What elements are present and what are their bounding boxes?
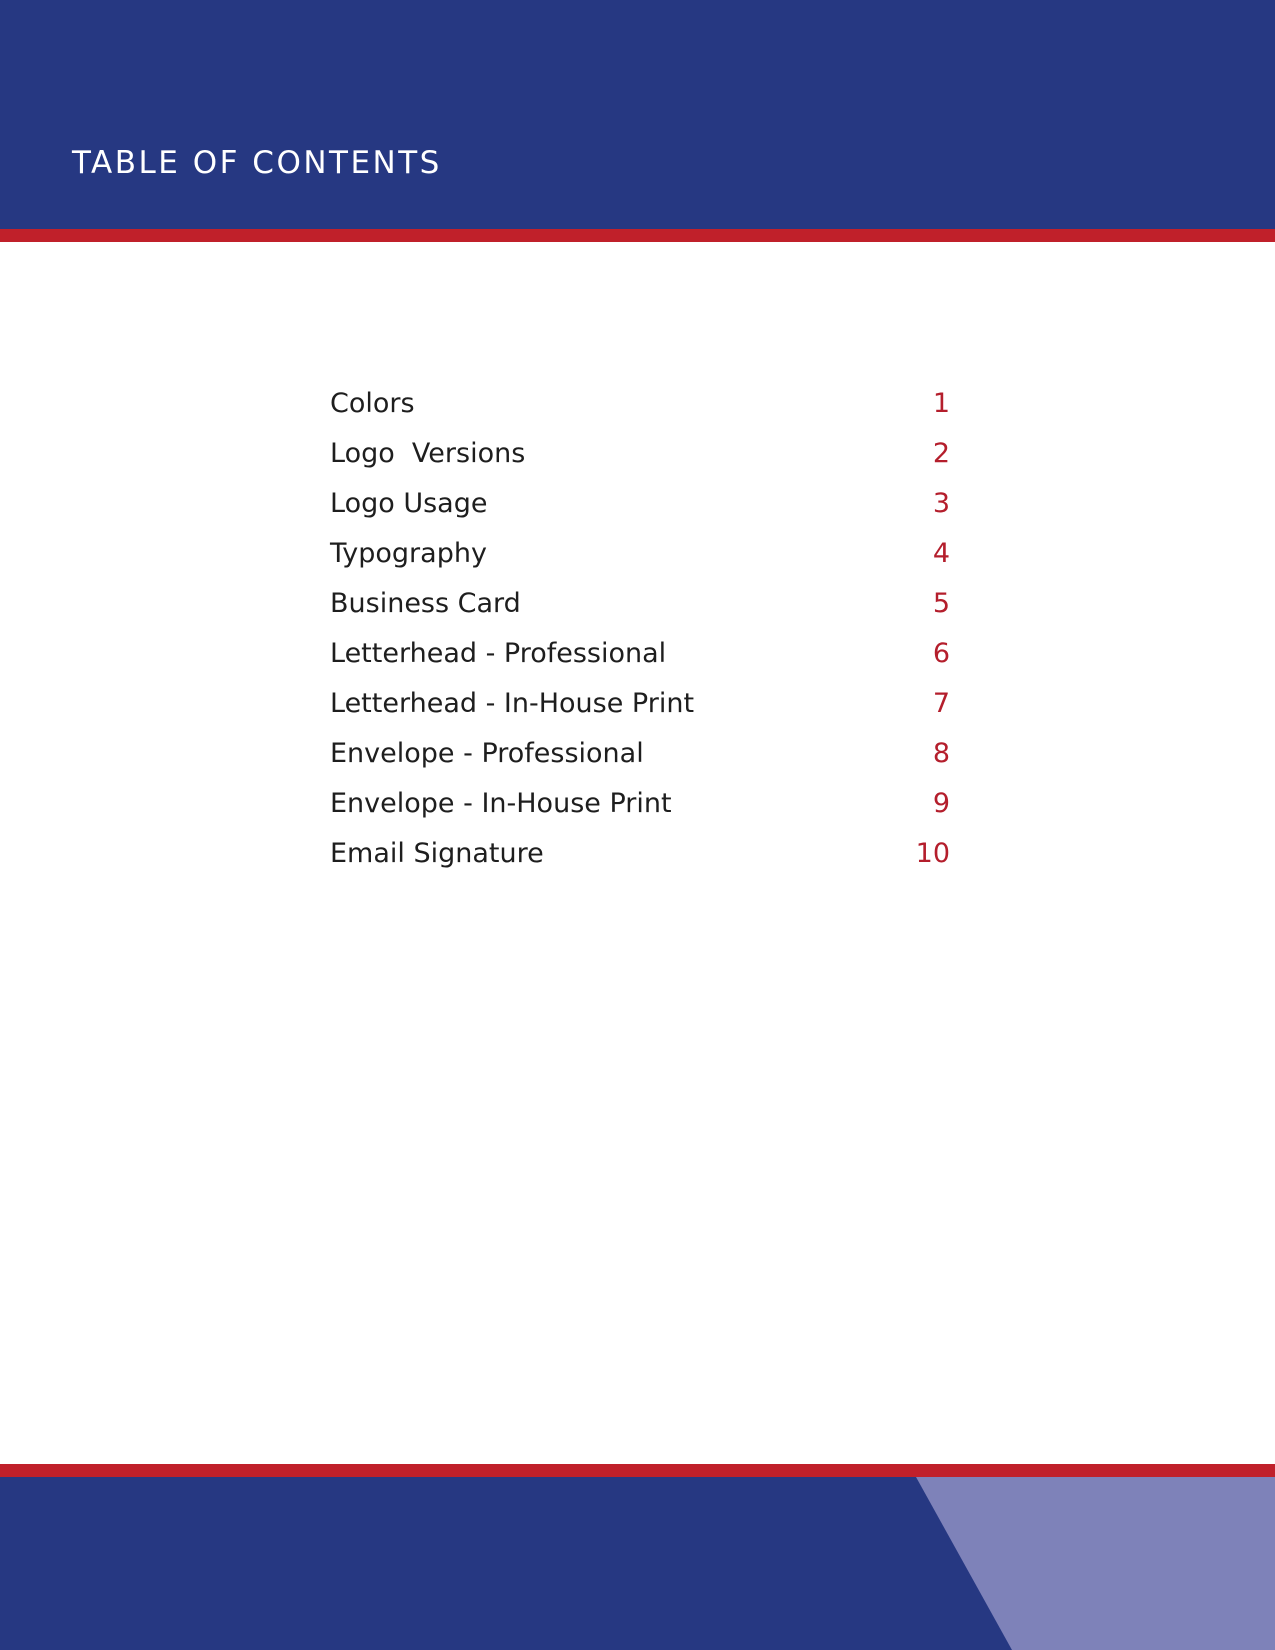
toc-entry[interactable] [330,428,950,478]
header-band [0,0,1275,229]
toc-entry-label: Email Signature [330,837,544,869]
table-of-contents [330,378,950,878]
toc-entry-page-number: 8 [932,737,950,769]
toc-entry-label: Letterhead - In-House Print [330,687,695,719]
toc-entry-label: Letterhead - Professional [330,637,667,669]
toc-entry[interactable] [330,728,950,778]
toc-entry-label: Envelope - In-House Print [330,787,672,819]
toc-entry-page-number: 5 [932,587,950,619]
toc-entry-label: Typography [330,537,487,569]
toc-entry-page-number: 4 [932,537,950,569]
toc-entry-label: Colors [330,387,415,419]
toc-entry[interactable] [330,378,950,428]
toc-entry[interactable] [330,528,950,578]
toc-entry-label: Logo Versions [330,437,526,469]
toc-entry-page-number: 6 [932,637,950,669]
toc-entry-page-number: 9 [932,787,950,819]
footer-divider [0,1464,1275,1477]
footer-accent-shape [0,1477,1275,1650]
toc-entry-page-number: 3 [932,487,950,519]
toc-entry[interactable] [330,778,950,828]
toc-entry[interactable] [330,678,950,728]
toc-entry-label: Business Card [330,587,521,619]
header-divider [0,229,1275,242]
toc-entry-page-number: 1 [932,387,950,419]
toc-entry-page-number: 2 [932,437,950,469]
footer-band [0,1477,1275,1650]
page-title: TABLE OF CONTENTS [72,145,442,181]
toc-entry[interactable] [330,828,950,878]
toc-entry-label: Envelope - Professional [330,737,644,769]
toc-entry[interactable] [330,628,950,678]
toc-entry-page-number: 7 [932,687,950,719]
footer-accent-polygon [916,1477,1275,1650]
toc-entry[interactable] [330,578,950,628]
toc-entry-page-number: 10 [915,837,950,869]
toc-entry-label: Logo Usage [330,487,488,519]
toc-entry[interactable] [330,478,950,528]
